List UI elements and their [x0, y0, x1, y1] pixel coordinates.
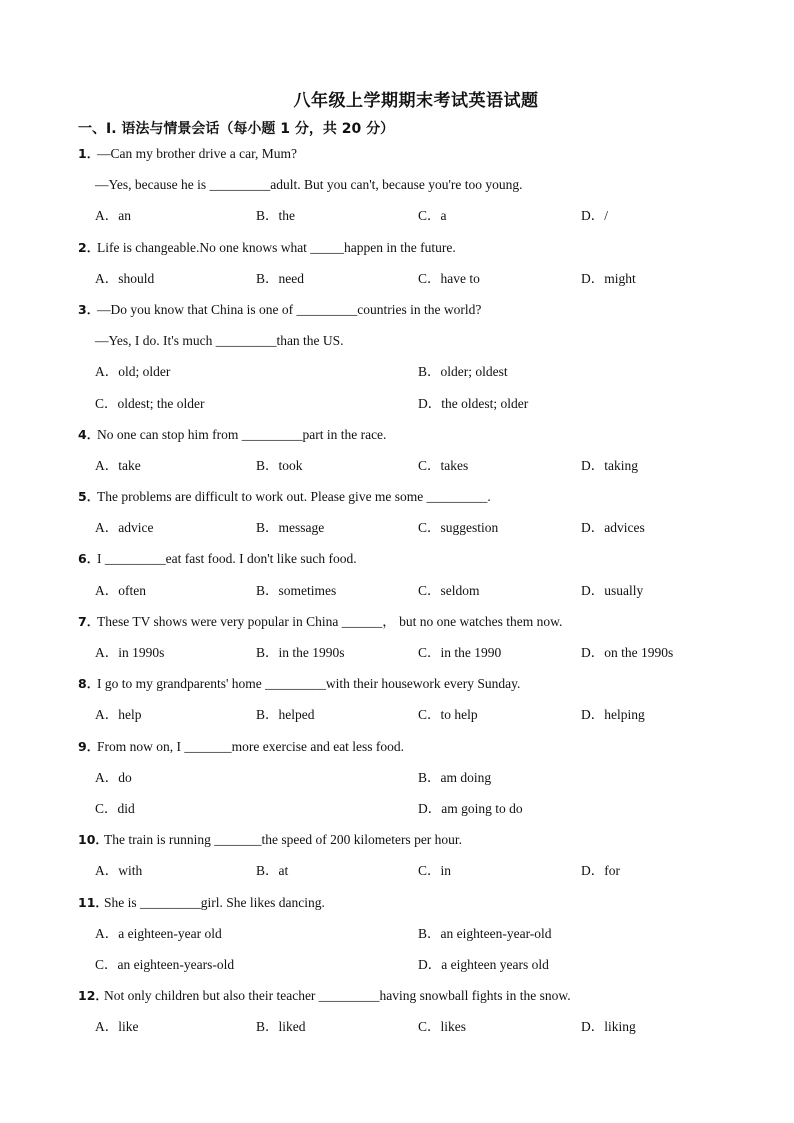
answer-option: A．should: [95, 270, 155, 286]
question-number: 8．: [78, 676, 100, 692]
answer-option: D．the oldest; older: [418, 395, 529, 411]
answer-option: A．in 1990s: [95, 645, 165, 660]
answer-option: A．with: [95, 863, 143, 879]
answer-option: C．have to: [418, 270, 480, 286]
question-item: [0, 672, 794, 734]
question-number: 9．: [78, 738, 100, 754]
answer-option: C．an eighteen-years-old: [95, 956, 235, 972]
question-item: [0, 735, 794, 829]
question-item: [0, 485, 794, 547]
answer-option: D．for: [581, 863, 620, 879]
question-number: 7．: [78, 613, 100, 629]
page-title: 八年级上学期期末考试英语试题: [293, 91, 539, 111]
question-number: 11．: [78, 894, 108, 910]
options-row: [0, 579, 794, 610]
question-stem-line: [0, 735, 794, 766]
question-text: Not only children but also their teacher _________having snowball fights in the snow.: [104, 988, 571, 1004]
answer-option: D．/: [581, 208, 608, 224]
answer-option: A．an: [95, 208, 131, 224]
question-text: The train is running _______the speed of 200 kilometers per hour.: [104, 832, 463, 848]
question-number: 12．: [78, 988, 108, 1004]
answer-option: C．to help: [418, 707, 478, 723]
question-text: I _________eat fast food. I don't like such food.: [97, 551, 357, 567]
options-row: [0, 703, 794, 734]
question-text: I go to my grandparents' home _________with their housework every Sunday.: [97, 676, 521, 692]
question-text: No one can stop him from _________part in the race.: [97, 426, 387, 442]
options-row: [0, 516, 794, 547]
answer-option: C．seldom: [418, 582, 480, 598]
options-row: [0, 922, 794, 953]
question-continuation-line: [0, 173, 794, 204]
question-stem-line: [0, 610, 794, 641]
answer-option: D．a eighteen years old: [418, 956, 549, 972]
question-text: Life is changeable.No one knows what _____happen in the future.: [97, 239, 456, 255]
answer-option: D．helping: [581, 707, 645, 723]
answer-option: B．liked: [256, 1019, 306, 1035]
answer-option: B．the: [256, 208, 295, 224]
options-row: [0, 766, 794, 797]
options-row: [0, 859, 794, 890]
answer-option: A．like: [95, 1019, 139, 1035]
answer-option: B．took: [256, 457, 303, 473]
options-row: [0, 360, 794, 391]
answer-option: C．suggestion: [418, 520, 499, 536]
question-text: From now on, I _______more exercise and eat less food.: [97, 738, 405, 754]
answer-option: A．advice: [95, 520, 154, 536]
answer-option: C．a: [418, 208, 447, 224]
answer-option: D．on the 1990s: [581, 645, 674, 660]
answer-option: B．am doing: [418, 769, 492, 785]
question-stem-line: [0, 236, 794, 267]
answer-option: C．in: [418, 863, 452, 879]
answer-option: C．takes: [418, 457, 469, 473]
answer-option: A．old; older: [95, 364, 171, 380]
question-text: —Do you know that China is one of _________countries in the world?: [97, 301, 482, 317]
options-row: [0, 392, 794, 423]
options-row: [0, 1015, 794, 1046]
answer-option: A．often: [95, 582, 146, 598]
question-list: [0, 142, 794, 1046]
question-stem-line: [0, 672, 794, 703]
answer-option: B．in the 1990s: [256, 645, 345, 660]
answer-option: B．sometimes: [256, 582, 337, 598]
question-text: —Yes, because he is _________adult. But you can't, because you're too young.: [95, 177, 523, 193]
question-number: 5．: [78, 489, 100, 505]
answer-option: D．liking: [581, 1019, 636, 1035]
question-number: 2．: [78, 239, 100, 255]
options-row: [0, 953, 794, 984]
question-text: These TV shows were very popular in China ______， but no one watches them now.: [97, 613, 563, 629]
question-stem-line: [0, 423, 794, 454]
answer-option: D．am going to do: [418, 800, 523, 816]
question-item: [0, 423, 794, 485]
question-item: [0, 547, 794, 609]
question-number: 3．: [78, 301, 100, 317]
answer-option: B．older; oldest: [418, 364, 508, 380]
question-number: 10．: [78, 832, 108, 848]
options-row: [0, 267, 794, 298]
question-text: The problems are difficult to work out. Please give me some _________.: [97, 489, 491, 505]
question-stem-line: [0, 828, 794, 859]
question-stem-line: [0, 298, 794, 329]
options-row: [0, 797, 794, 828]
answer-option: C．likes: [418, 1019, 467, 1035]
answer-option: D．usually: [581, 582, 644, 598]
answer-option: D．might: [581, 270, 636, 286]
question-number: 1．: [78, 146, 100, 161]
answer-option: B．need: [256, 270, 304, 286]
answer-option: A．help: [95, 707, 142, 723]
question-text: —Yes, I do. It's much _________than the US.: [95, 333, 344, 349]
options-row: [0, 454, 794, 485]
answer-option: B．message: [256, 520, 325, 536]
options-row: [0, 641, 794, 672]
question-stem-line: [0, 891, 794, 922]
answer-option: B．at: [256, 863, 289, 879]
answer-option: B．helped: [256, 707, 315, 723]
question-stem-line: [0, 984, 794, 1015]
question-stem-line: [0, 547, 794, 578]
answer-option: D．taking: [581, 457, 638, 473]
question-number: 4．: [78, 426, 100, 442]
question-continuation-line: [0, 329, 794, 360]
question-item: [0, 984, 794, 1046]
question-number: 6．: [78, 551, 100, 567]
question-stem-line: [0, 142, 794, 173]
answer-option: A．a eighteen-year old: [95, 925, 222, 941]
question-text: She is _________girl. She likes dancing.: [104, 894, 325, 910]
question-stem-line: [0, 485, 794, 516]
section-heading: 一、I. 语法与情景会话（每小题 1 分，共 20 分）: [78, 121, 395, 137]
answer-option: A．do: [95, 769, 132, 785]
options-row: [0, 204, 794, 235]
question-item: [0, 142, 794, 236]
question-item: [0, 298, 794, 423]
answer-option: C．did: [95, 800, 135, 816]
question-item: [0, 610, 794, 672]
question-item: [0, 891, 794, 985]
answer-option: C．oldest; the older: [95, 395, 205, 411]
question-item: [0, 828, 794, 890]
question-text: —Can my brother drive a car, Mum?: [97, 146, 298, 161]
answer-option: B．an eighteen-year-old: [418, 925, 552, 941]
answer-option: D．advices: [581, 520, 645, 536]
answer-option: C．in the 1990: [418, 645, 502, 660]
question-item: [0, 236, 794, 298]
answer-option: A．take: [95, 457, 141, 473]
